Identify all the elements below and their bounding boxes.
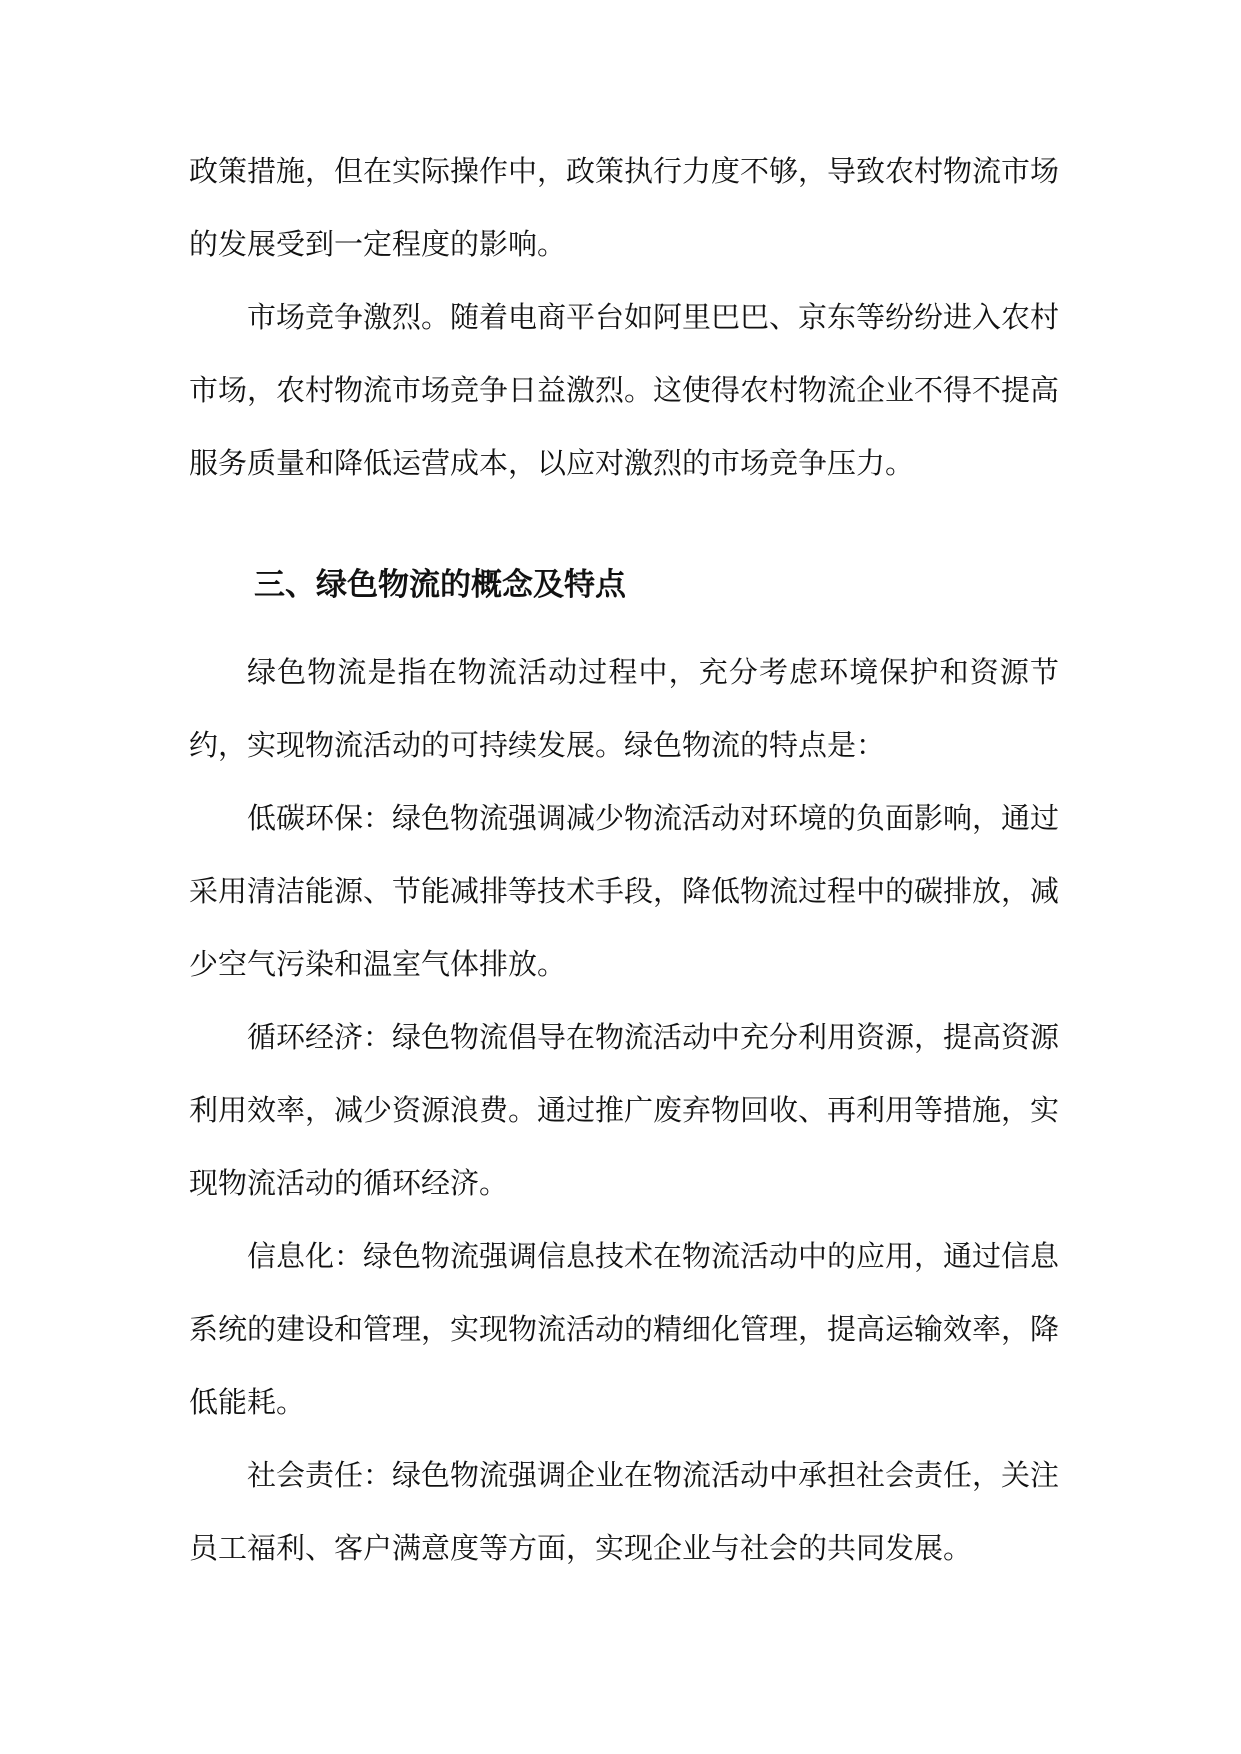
paragraph-continuation: 政策措施，但在实际操作中，政策执行力度不够，导致农村物流市场的发展受到一定程度的影响。 — [189, 154, 1060, 261]
paragraph-green-logistics-definition: 绿色物流是指在物流活动过程中，充分考虑环境保护和资源节约，实现物流活动的可持续发展。绿色物流的特点是： — [189, 655, 1059, 762]
paragraph-informatization: 信息化：绿色物流强调信息技术在物流活动中的应用，通过信息系统的建设和管理，实现物流活动的精细化管理，提高运输效率，降低能耗。 — [189, 1239, 1060, 1419]
section-heading: 三、绿色物流的概念及特点 — [254, 567, 626, 603]
paragraph-circular-economy: 循环经济：绿色物流倡导在物流活动中充分利用资源，提高资源利用效率，减少资源浪费。通过推广废弃物回收、再利用等措施，实现物流活动的循环经济。 — [189, 1020, 1060, 1200]
paragraph-low-carbon: 低碳环保：绿色物流强调减少物流活动对环境的负面影响，通过采用清洁能源、节能减排等技术手段，降低物流过程中的碳排放，减少空气污染和温室气体排放。 — [189, 801, 1060, 981]
paragraph-social-responsibility: 社会责任：绿色物流强调企业在物流活动中承担社会责任，关注员工福利、客户满意度等方面，实现企业与社会的共同发展。 — [189, 1458, 1060, 1565]
paragraph-market-competition: 市场竞争激烈。随着电商平台如阿里巴巴、京东等纷纷进入农村市场，农村物流市场竞争日益激烈。这使得农村物流企业不得不提高服务质量和降低运营成本，以应对激烈的市场竞争压力。 — [189, 300, 1060, 480]
